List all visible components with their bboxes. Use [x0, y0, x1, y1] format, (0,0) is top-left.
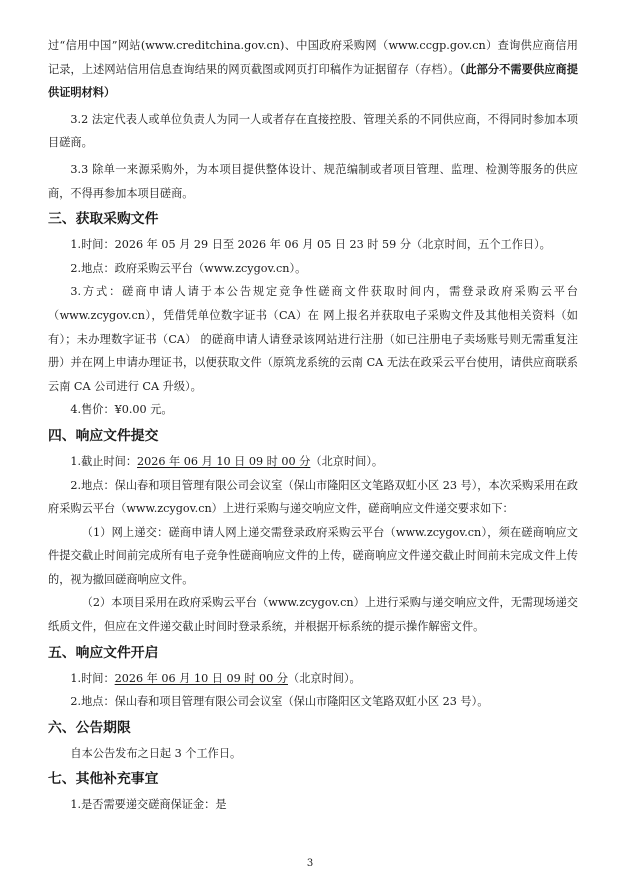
deposit-required: 1.是否需要递交磋商保证金：是	[70, 798, 227, 812]
opening-time	[48, 667, 578, 691]
document-body	[48, 34, 578, 817]
opening-time-suffix: （北京时间）。	[288, 671, 361, 685]
submission-deadline	[48, 450, 578, 474]
paragraph-3-3: 3.3 除单一来源采购外，为本项目提供整体设计、规范编制或者项目管理、监理、检测等服务的供应商，不得再参加本项目磋商。	[48, 162, 578, 200]
deadline-label: 1.截止时间：	[70, 454, 138, 468]
opening-place: 2.地点：保山春和项目管理有限公司会议室（保山市隆阳区文笔路双虹小区 23 号）。	[70, 695, 489, 709]
paragraph-credit-check	[48, 34, 578, 105]
opening-time-label: 1.时间：	[70, 671, 115, 685]
page-number: 3	[306, 858, 314, 869]
submission-platform: （2）本项目采用在政府采购云平台（www.zcygov.cn）上进行采购与递交响应文件，无需现场递交纸质文件，但应在文件递交截止时间时登录系统，并根据开标系统的提示操作解密文件。	[48, 596, 578, 634]
obtain-price: 4.售价：¥0.00 元。	[70, 403, 173, 417]
section-heading-notice-period: 六、公告期限	[48, 719, 131, 736]
credit-check-note: （此部分不需要供应商提供证明材料）	[48, 61, 578, 100]
obtain-time: 1.时间：2026 年 05 月 29 日至 2026 年 06 月 05 日 23 时 59 分（北京时间，五个工作日）。	[70, 238, 551, 252]
deadline-suffix: （北京时间）。	[310, 454, 384, 468]
section-heading-submission: 四、响应文件提交	[48, 427, 159, 444]
submission-place: 2.地点：保山春和项目管理有限公司会议室（保山市隆阳区文笔路双虹小区 23 号），本次采购采用在政府采购云平台（www.zcygov.cn）上进行采购与递交响应文件，磋商响应文件递交要求如下：	[48, 478, 578, 516]
section-heading-obtain-documents: 三、获取采购文件	[48, 211, 159, 228]
submission-online: （1）网上递交：磋商申请人网上递交需登录政府采购云平台（www.zcygov.cn），须在磋商响应文件提交截止时间前完成所有电子竞争性磋商响应文件的上传，磋商响应文件递交截止时间前未完成文件上传的，视为撤回磋商响应文件。	[48, 525, 578, 586]
obtain-method: 3.方式：磋商申请人请于本公告规定竞争性磋商文件获取时间内，需登录政府采购云平台（www.zcygov.cn），凭借凭单位数字证书（CA）在 网上报名并获取电子采购文件及其他相关资料（如有）；未办理数字证书（CA） 的磋商申请人请登录该网站进行注册（如已注册电子卖场账号则无需重复注册）并在网上申请办理证书，以便获取文件（原筑龙系统的云南 CA 无法在政采云平台使用，请供应商联系云南 CA 公司进行 CA 升级）。	[48, 285, 578, 393]
credit-check-text: 过“信用中国”网站(www.creditchina.gov.cn)、中国政府采购网（www.ccgp.gov.cn）查询供应商信用记录，上述网站信用信息查询结果的网页截图或网页打印稿作为证据留存（存档）。	[48, 39, 578, 76]
opening-time-value: 2026 年 06 月 10 日 09 时 00 分	[114, 671, 288, 685]
notice-period-text: 自本公告发布之日起 3 个工作日。	[70, 746, 242, 760]
paragraph-3-2: 3.2 法定代表人或单位负责人为同一人或者存在直接控股、管理关系的不同供应商，不得同时参加本项目磋商。	[48, 112, 578, 150]
obtain-place: 2.地点：政府采购云平台（www.zcygov.cn）。	[70, 261, 307, 275]
deadline-value: 2026 年 06 月 10 日 09 时 00 分	[137, 454, 311, 468]
section-heading-other-matters: 七、其他补充事宜	[48, 771, 159, 788]
section-heading-opening: 五、响应文件开启	[48, 644, 159, 661]
